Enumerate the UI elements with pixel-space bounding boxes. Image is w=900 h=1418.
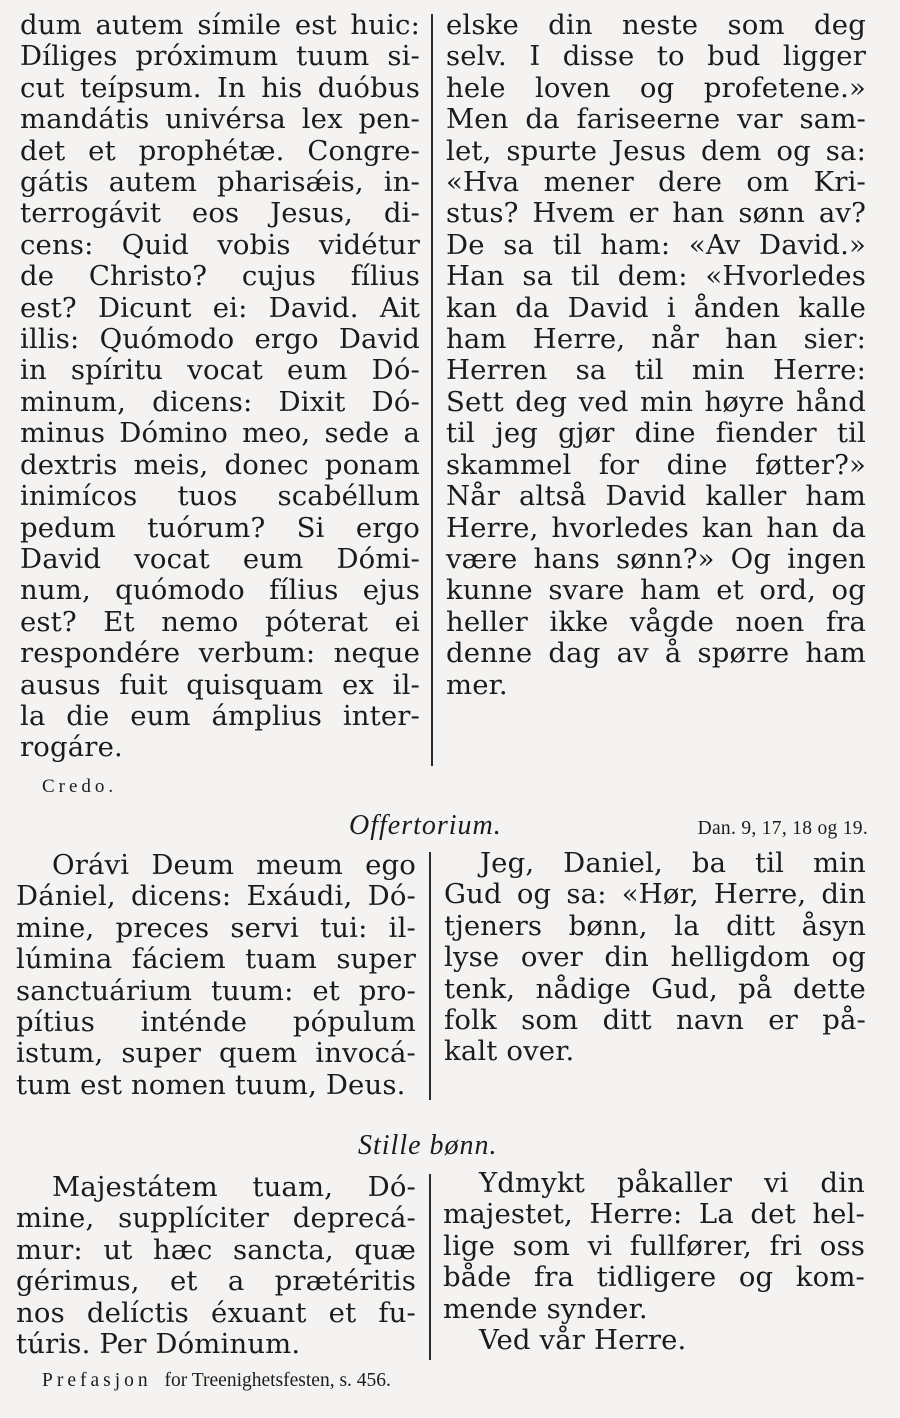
text-line: est? Et nemo póterat ei	[20, 605, 420, 638]
text-line: Dániel, dicens: Exáudi, Dó-	[16, 880, 416, 913]
gospel-column-divider	[431, 14, 433, 766]
text-line: det et prophétæ. Congre-	[20, 134, 420, 167]
text-line: tjeners bønn, la ditt åsyn	[444, 909, 866, 942]
text-line: Orávi Deum meum ego	[52, 849, 416, 881]
text-line: kalt over.	[444, 1035, 575, 1068]
text-line: Herre, hvorledes kan han da	[446, 511, 866, 544]
text-line: minum, dicens: Dixit Dó-	[20, 385, 420, 418]
text-line: tum est nomen tuum, Deus.	[16, 1068, 406, 1101]
text-line: cens: Quid vobis vidétur	[20, 228, 420, 261]
text-line: mer.	[446, 668, 508, 701]
text-line: respondére verbum: neque	[20, 637, 420, 670]
text-line: dextris meis, donec ponam	[20, 448, 420, 481]
text-line: kan da David i ånden kalle	[446, 291, 866, 324]
text-line: ham Herre, når han sier:	[446, 323, 866, 356]
text-line: num, quómodo fílius ejus	[20, 574, 420, 607]
text-line: Men da fariseerne var sam-	[446, 103, 866, 136]
text-line: De sa til ham: «Av David.»	[446, 228, 866, 261]
offertory-heading: Offertorium.	[349, 810, 502, 841]
text-line: pítius inténde pópulum	[16, 1006, 416, 1039]
text-line: denne dag av å spørre ham	[446, 637, 866, 670]
secret-heading: Stille bønn.	[358, 1130, 498, 1161]
text-line: la die eum ámplius inter-	[20, 699, 420, 732]
text-line: istum, super quem invocá-	[16, 1037, 416, 1070]
text-line: Ydmykt påkaller vi din	[479, 1167, 865, 1199]
text-line: være hans sønn?» Og ingen	[446, 542, 866, 575]
preface-footer	[42, 1370, 391, 1392]
text-line: mine, preces servi tui: il-	[16, 911, 416, 944]
text-line: majestet, Herre: La det hel-	[443, 1198, 865, 1231]
text-line: est? Dicunt ei: David. Ait	[20, 291, 420, 324]
text-line: túris. Per Dóminum.	[16, 1328, 301, 1361]
text-line: «Hva mener dere om Kri-	[446, 166, 866, 199]
text-line: Sett deg ved min høyre hånd	[446, 385, 866, 418]
text-line: til jeg gjør dine fiender til	[446, 417, 866, 450]
text-line: ausus fuit quisquam ex il-	[20, 668, 420, 701]
text-line: de Christo? cujus fílius	[20, 260, 420, 293]
text-line: minus Dómino meo, sede a	[20, 417, 420, 450]
text-line: både fra tidligere og kom-	[443, 1261, 865, 1294]
text-line: elske din neste som deg	[446, 9, 866, 41]
text-line: mende synder.	[443, 1292, 648, 1325]
text-line: Jeg, Daniel, ba til min	[480, 847, 866, 879]
text-line: rogáre.	[20, 731, 123, 764]
gospel-norwegian-column	[446, 10, 866, 701]
text-line: Díliges próximum tuum si-	[20, 40, 420, 73]
offertory-reference: Dan. 9, 17, 18 og 19.	[697, 818, 868, 839]
text-line: skammel for dine føtter?»	[446, 448, 866, 481]
text-line: cut teípsum. In his duóbus	[20, 71, 420, 104]
text-line: inimícos tuos scabéllum	[20, 480, 420, 513]
offertory-column-divider	[429, 852, 431, 1100]
text-line: Majestátem tuam, Dó-	[52, 1171, 416, 1203]
text-line: Når altså David kaller ham	[446, 480, 866, 513]
text-line: in spíritu vocat eum Dó-	[20, 354, 420, 387]
text-line: lige som vi fullfører, fri oss	[443, 1229, 865, 1262]
text-line: nos delíctis éxuant et fu-	[16, 1296, 416, 1329]
text-line: lyse over din helligdom og	[444, 941, 866, 974]
text-line: Ved vår Herre.	[479, 1324, 687, 1357]
credo-rubric: Credo.	[42, 776, 118, 797]
text-line: lúmina fáciem tuam super	[16, 943, 416, 976]
text-line: sanctuárium tuum: et pro-	[16, 974, 416, 1007]
text-line: gátis autem pharisǽis, in-	[20, 166, 420, 199]
secret-latin-column	[16, 1172, 416, 1360]
text-line: Herren sa til min Herre:	[446, 354, 866, 387]
text-line: stus? Hvem er han sønn av?	[446, 197, 866, 230]
text-line: dum autem símile est huic:	[20, 9, 420, 41]
text-line: terrogávit eos Jesus, di-	[20, 197, 420, 230]
text-line: kunne svare ham et ord, og	[446, 574, 866, 607]
text-line: Han sa til dem: «Hvorledes	[446, 260, 866, 293]
text-line: folk som ditt navn er på-	[444, 1004, 866, 1037]
secret-column-divider	[429, 1174, 431, 1360]
text-line: pedum tuórum? Si ergo	[20, 511, 420, 544]
text-line: mur: ut hæc sancta, quæ	[16, 1233, 416, 1266]
text-line: illis: Quómodo ergo David	[20, 323, 420, 356]
text-line: heller ikke vågde noen fra	[446, 605, 866, 638]
text-line: Gud og sa: «Hør, Herre, din	[444, 878, 866, 911]
text-line: tenk, nådige Gud, på dette	[444, 972, 866, 1005]
preface-text: for Treenighetsfesten, s. 456.	[164, 1370, 391, 1391]
offertory-norwegian-column	[444, 848, 866, 1068]
text-line: selv. I disse to bud ligger	[446, 40, 866, 73]
text-line: hele loven og profetene.»	[446, 71, 866, 104]
text-line: mandátis univérsa lex pen-	[20, 103, 420, 136]
text-line: David vocat eum Dómi-	[20, 542, 420, 575]
text-line: gérimus, et a prætéritis	[16, 1265, 416, 1298]
offertory-latin-column	[16, 850, 416, 1101]
text-line: mine, supplíciter deprecá-	[16, 1202, 416, 1235]
text-line: let, spurte Jesus dem og sa:	[446, 134, 866, 167]
preface-label: Prefasjon	[42, 1370, 152, 1391]
gospel-latin-column	[20, 10, 420, 764]
secret-norwegian-column	[443, 1168, 865, 1356]
